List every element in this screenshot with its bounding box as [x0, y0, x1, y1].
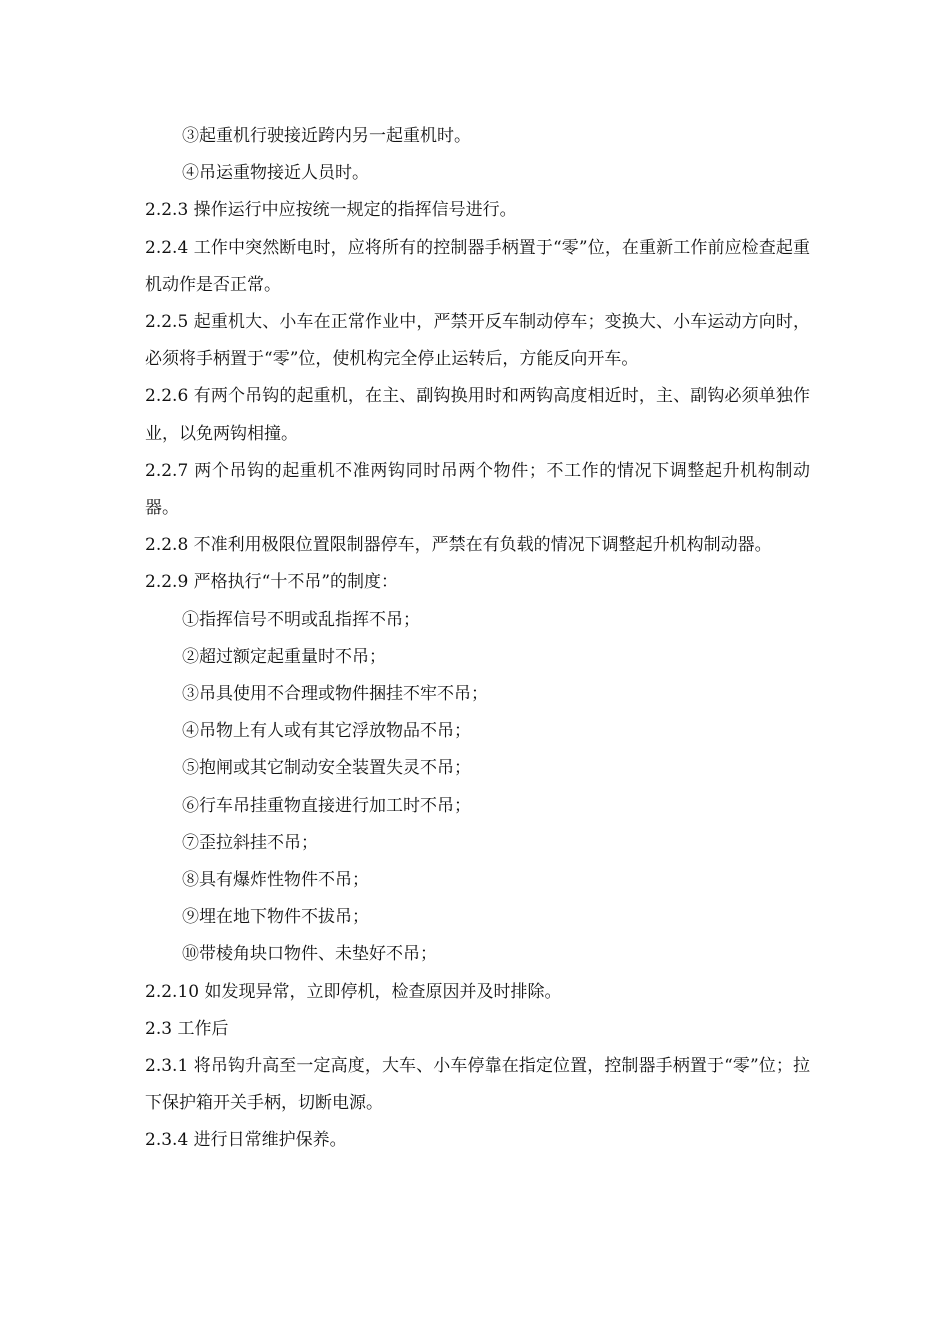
rule-item-1: ①指挥信号不明或乱指挥不吊； [182, 609, 420, 630]
rule-item-7: ⑦歪拉斜挂不吊； [182, 832, 318, 853]
rule-item-8: ⑧具有爆炸性物件不吊； [182, 870, 369, 891]
clause-2-2-5: 2.2.5 起重机大、小车在正常作业中，严禁开反车制动停车；变换大、小车运动方向时，必须将手柄置于“零”位，使机构完全停止运转后，方能反向开车。 [145, 312, 810, 370]
clause-2-2-3: 2.2.3 操作运行中应按统一规定的指挥信号进行。 [145, 200, 517, 221]
rule-item-10: ⑩带棱角块口物件、未垫好不吊； [182, 944, 437, 965]
clause-2-2-7: 2.2.7 两个吊钩的起重机不准两钩同时吊两个物件；不工作的情况下调整起升机构制动器。 [145, 460, 810, 519]
clause-2-2-10: 2.2.10 如发现异常，立即停机，检查原因并及时排除。 [145, 981, 562, 1002]
clause-2-2-8: 2.2.8 不准利用极限位置限制器停车，严禁在有负载的情况下调整起升机构制动器。 [145, 535, 772, 556]
rule-item-3: ③吊具使用不合理或物件捆挂不牢不吊； [182, 684, 488, 705]
rule-item-4: ④吊物上有人或有其它浮放物品不吊； [182, 721, 471, 742]
clause-2-3-1: 2.3.1 将吊钩升高至一定高度，大车、小车停靠在指定位置，控制器手柄置于“零”位；拉下保护箱开关手柄，切断电源。 [145, 1056, 810, 1114]
section-heading-2-3: 2.3 工作后 [145, 1018, 229, 1039]
rule-item-6: ⑥行车吊挂重物直接进行加工时不吊； [182, 795, 471, 816]
clause-2-2-4: 2.2.4 工作中突然断电时，应将所有的控制器手柄置于“零”位，在重新工作前应检查起重机动作是否正常。 [145, 237, 810, 295]
clause-2-2-6: 2.2.6 有两个吊钩的起重机，在主、副钩换用时和两钩高度相近时，主、副钩必须单独作业，以免两钩相撞。 [145, 386, 810, 444]
list-item-crane-approach: ③起重机行驶接近跨内另一起重机时。 [182, 126, 471, 146]
list-item-personnel-approach: ④吊运重物接近人员时。 [182, 163, 369, 184]
rule-item-9: ⑨埋在地下物件不拔吊； [182, 907, 369, 928]
rule-item-2: ②超过额定起重量时不吊； [182, 646, 386, 667]
clause-2-3-4: 2.3.4 进行日常维护保养。 [145, 1130, 347, 1151]
document-body [145, 118, 810, 1160]
clause-2-2-9: 2.2.9 严格执行“十不吊”的制度： [145, 572, 399, 593]
rule-item-5: ⑤抱闸或其它制动安全装置失灵不吊； [182, 758, 471, 779]
